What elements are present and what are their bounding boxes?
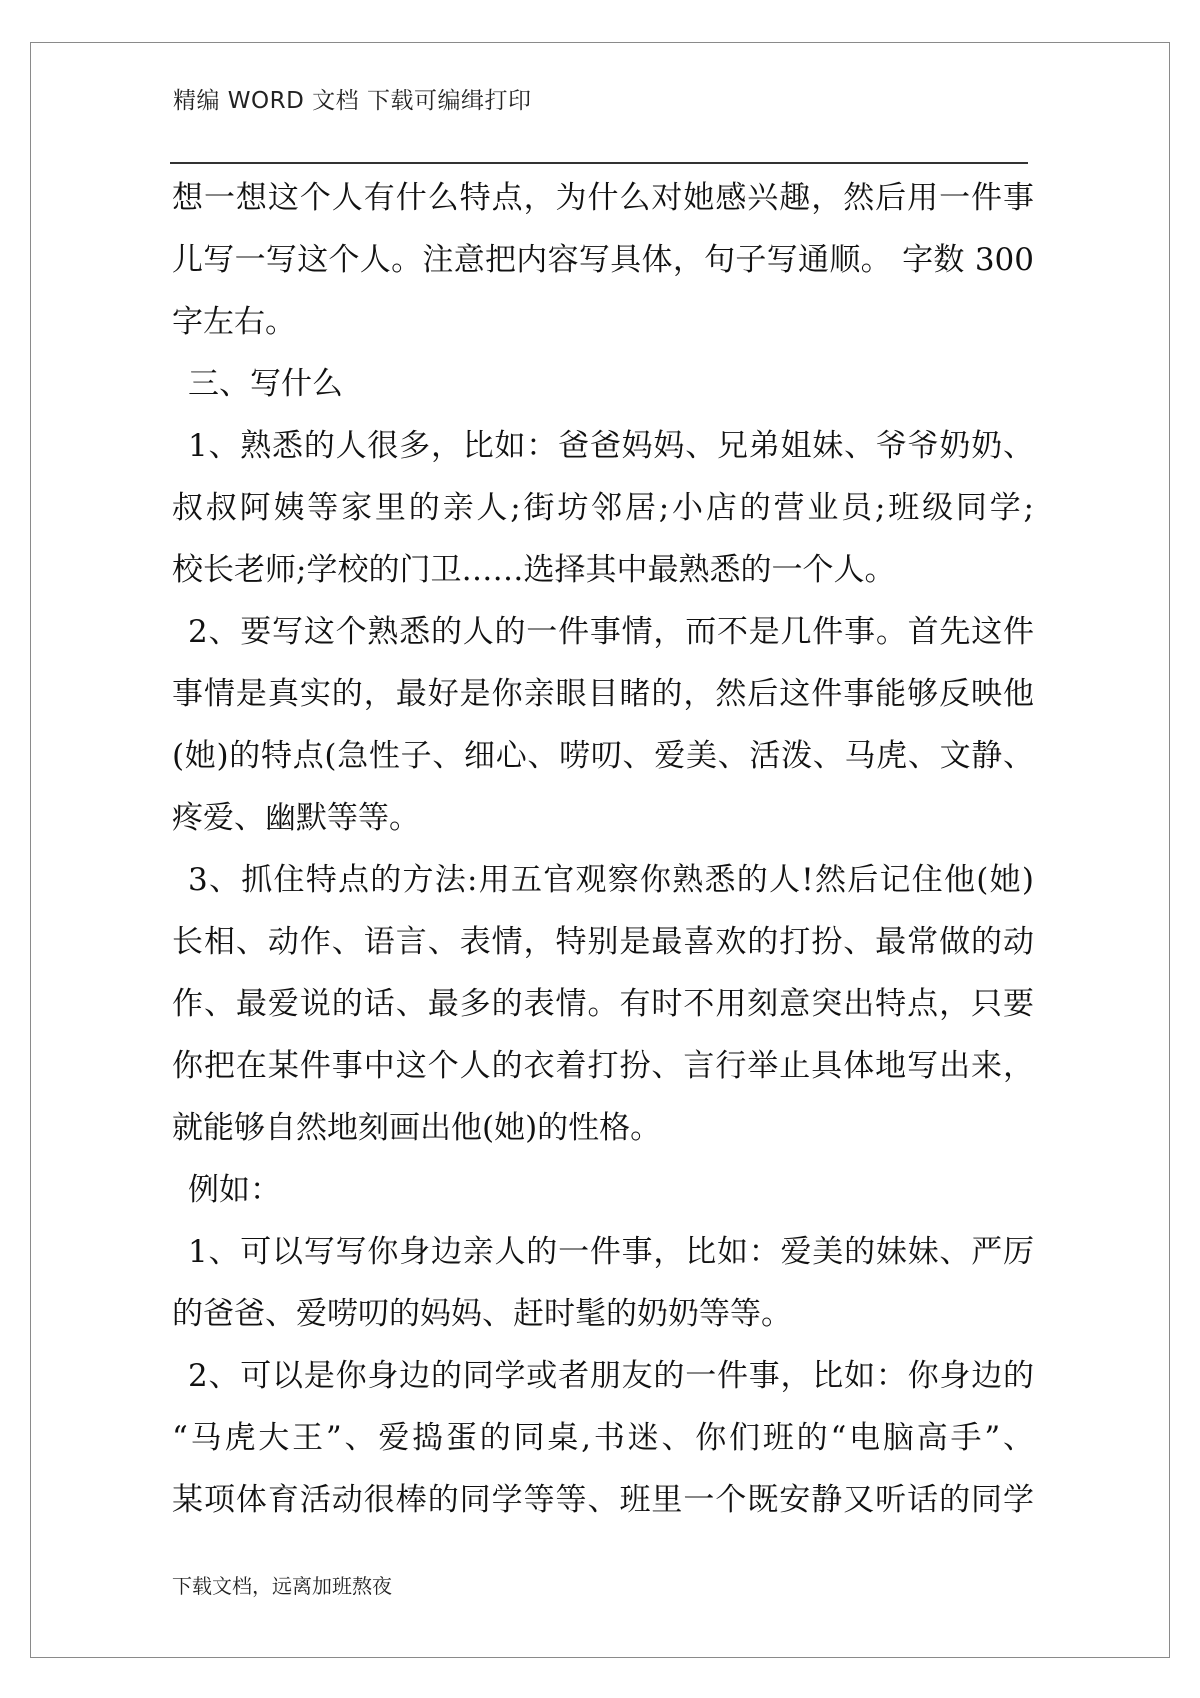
text-line: 疼爱、幽默等等。 — [172, 800, 420, 836]
document-body — [172, 167, 1034, 1531]
text-line: 校长老师;学校的门卫……选择其中最熟悉的一个人。 — [172, 552, 896, 588]
text-line: 1、熟悉的人很多，比如：爸爸妈妈、兄弟姐妹、爷爷奶奶、 — [188, 428, 1034, 464]
text-line: 1、可以写写你身边亲人的一件事，比如：爱美的妹妹、严厉 — [188, 1234, 1034, 1270]
page-header: 精编 WORD 文档 下载可编缉打印 — [173, 88, 532, 114]
text-line: 你把在某件事中这个人的衣着打扮、言行举止具体地写出来， — [172, 1048, 1034, 1084]
text-line: 例如： — [188, 1172, 281, 1208]
text-line: 某项体育活动很棒的同学等等、班里一个既安静又听话的同学 — [172, 1482, 1034, 1518]
text-line: 事情是真实的，最好是你亲眼目睹的，然后这件事能够反映他 — [172, 676, 1034, 712]
header-divider — [170, 162, 1028, 164]
text-line: 叔叔阿姨等家里的亲人;街坊邻居;小店的营业员;班级同学; — [172, 490, 1034, 526]
text-line: 2、要写这个熟悉的人的一件事情，而不是几件事。首先这件 — [188, 614, 1034, 650]
text-line: 三、写什么 — [188, 366, 343, 402]
text-line: 作、最爱说的话、最多的表情。有时不用刻意突出特点，只要 — [172, 986, 1034, 1022]
text-line: 3、抓住特点的方法:用五官观察你熟悉的人!然后记住他(她) — [188, 862, 1034, 898]
text-line: 字左右。 — [172, 304, 296, 340]
text-line: 2、可以是你身边的同学或者朋友的一件事，比如：你身边的 — [188, 1358, 1034, 1394]
text-line: 长相、动作、语言、表情，特别是最喜欢的打扮、最常做的动 — [172, 924, 1034, 960]
text-line: 的爸爸、爱唠叨的妈妈、赶时髦的奶奶等等。 — [172, 1296, 792, 1332]
text-line: 想一想这个人有什么特点，为什么对她感兴趣，然后用一件事 — [172, 180, 1034, 216]
text-line: 儿写一写这个人。注意把内容写具体，句子写通顺。 字数 300 — [172, 242, 1034, 278]
text-line: “马虎大王”、爱捣蛋的同桌,书迷、你们班的“电脑高手”、 — [172, 1420, 1034, 1456]
text-line: 就能够自然地刻画出他(她)的性格。 — [172, 1110, 662, 1146]
page-footer: 下载文档，远离加班熬夜 — [172, 1574, 392, 1598]
text-line: (她)的特点(急性子、细心、唠叨、爱美、活泼、马虎、文静、 — [172, 738, 1034, 774]
